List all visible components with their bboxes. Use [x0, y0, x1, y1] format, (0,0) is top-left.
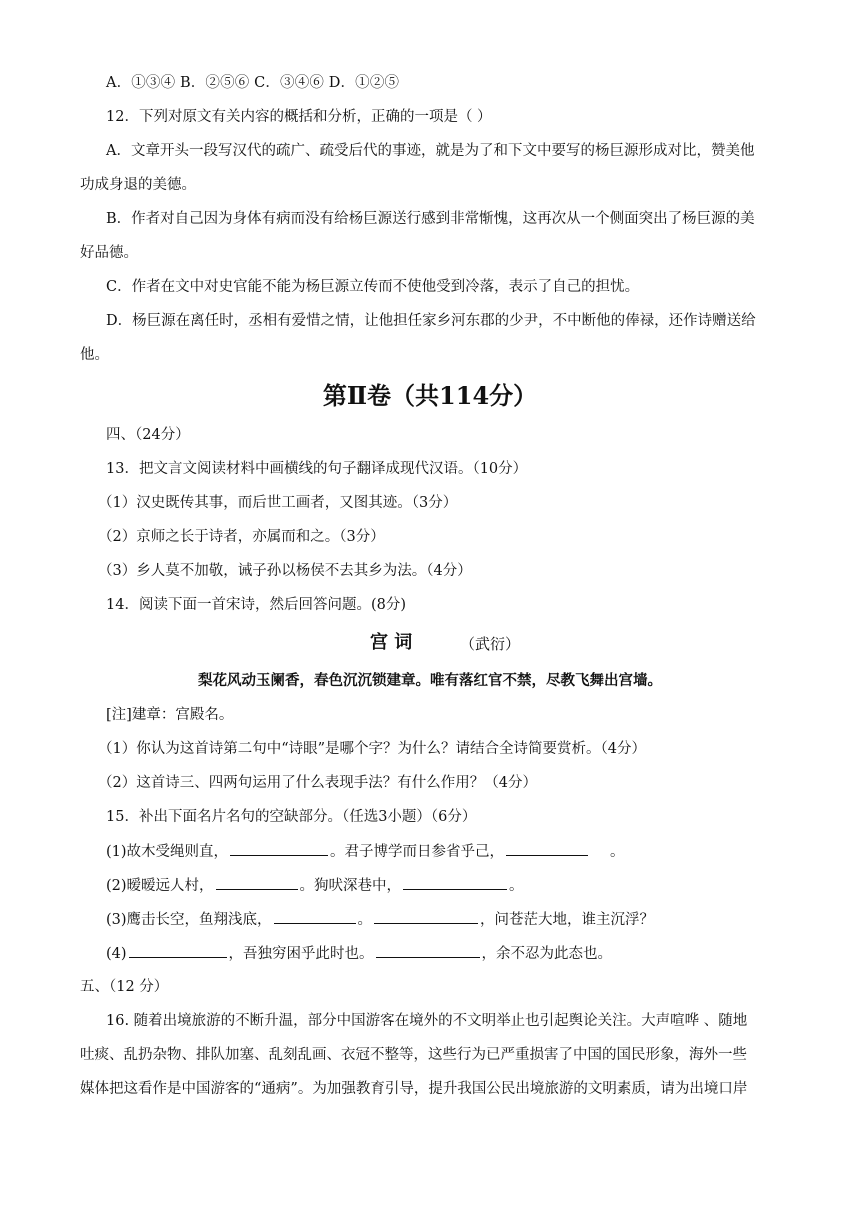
q12-option-d-line2: 他。 [80, 347, 109, 363]
q15-line-3-text-b: 。 [357, 912, 373, 928]
q15-line-4-text-a: (4) [106, 946, 127, 962]
q16-line-3: 媒体把这看作是中国游客的“通病”。为加强教育引导，提升我国公民出境旅游的文明素质，请为出境口岸 [80, 1081, 748, 1097]
q15-line-1-text-a: (1)故木受绳则直， [106, 844, 229, 860]
q15-line-1-text-c: 。 [610, 844, 625, 860]
part-4-heading: 四、（24分） [106, 427, 190, 443]
q15-line-2-text-b: 。狗吠深巷中， [299, 878, 402, 894]
fill-blank[interactable] [274, 909, 356, 924]
q16-line-2: 吐痰、乱扔杂物、排队加塞、乱刻乱画、衣冠不整等，这些行为已严重损害了中国的国民形象，海外一些 [80, 1047, 747, 1063]
q15-line-4 [106, 943, 612, 964]
q15-line-4-text-b: ，吾独穷困乎此时也。 [228, 946, 374, 962]
fill-blank[interactable] [376, 943, 480, 958]
q11-options: A．①③④ B．②⑤⑥ C．③④⑥ D．①②⑤ [106, 75, 400, 91]
fill-blank[interactable] [216, 875, 298, 890]
q14-sub-2: （2）这首诗三、四两句运用了什么表现手法？有什么作用？（4分） [98, 775, 537, 791]
poem-author: （武衍） [460, 635, 521, 653]
q12-option-d-line1: D．杨巨源在离任时，丞相有爱惜之情，让他担任家乡河东郡的少尹，不中断他的俸禄，还作诗赠送给 [106, 313, 756, 329]
q14-stem: 14．阅读下面一首宋诗，然后回答问题。(8分) [106, 597, 406, 613]
q15-line-4-text-c: ，余不忍为此态也。 [481, 946, 613, 962]
q16-line-1: 16. 随着出境旅游的不断升温，部分中国游客在境外的不文明举止也引起舆论关注。大声喧哗 、随地 [106, 1013, 748, 1029]
q13-sub-1: （1）汉史既传其事，而后世工画者，又图其迹。（3分） [98, 495, 458, 511]
q15-line-3-text-a: (3)鹰击长空，鱼翔浅底， [106, 912, 272, 928]
q12-stem: 12．下列对原文有关内容的概括和分析，正确的一项是（ ） [106, 109, 492, 125]
poem-body: 梨花风动玉阑香，春色沉沉锁建章。唯有落红官不禁，尽教飞舞出宫墙。 [198, 672, 662, 689]
q13-sub-3: （3）乡人莫不加敬，诫子孙以杨侯不去其乡为法。（4分） [98, 563, 472, 579]
q12-option-b-line2: 好品德。 [80, 245, 138, 261]
q12-option-a-line1: A．文章开头一段写汉代的疏广、疏受后代的事迹，就是为了和下文中要写的杨巨源形成对比，赞美他 [106, 143, 755, 159]
q15-line-2 [106, 875, 524, 896]
fill-blank[interactable] [506, 841, 588, 856]
q13-sub-2: （2）京师之长于诗者，亦属而和之。（3分） [98, 529, 385, 545]
poem-title: 宫 词 [370, 632, 413, 653]
q15-line-2-text-c: 。 [509, 878, 524, 894]
part-5-heading: 五、（12 分） [80, 979, 169, 995]
q15-line-3 [106, 909, 654, 930]
q13-stem: 13．把文言文阅读材料中画横线的句子翻译成现代汉语。（10分） [106, 461, 528, 477]
q14-sub-1: （1）你认为这首诗第二句中“诗眼”是哪个字？为什么？请结合全诗简要赏析。（4分） [98, 741, 647, 757]
fill-blank[interactable] [403, 875, 507, 890]
q15-line-3-text-c: ，问苍茫大地，谁主沉浮？ [480, 912, 655, 928]
q15-line-1 [106, 841, 625, 862]
q15-stem: 15．补出下面名片名句的空缺部分。（任选3小题）（6分） [106, 809, 477, 825]
section-2-title: 第Ⅱ卷（共114分） [322, 381, 538, 410]
q12-option-b-line1: B．作者对自己因为身体有病而没有给杨巨源送行感到非常惭愧，这再次从一个侧面突出了杨巨源的美 [106, 211, 755, 227]
q12-option-c-line1: C．作者在文中对史官能不能为杨巨源立传而不使他受到冷落，表示了自己的担忧。 [106, 279, 640, 295]
q15-line-1-text-b: 。君子博学而日参省乎己， [330, 844, 505, 860]
q12-option-a-line2: 功成身退的美德。 [80, 177, 196, 193]
q15-line-2-text-a: (2)暧暧远人村， [106, 878, 214, 894]
poem-note: [注]建章：宫殿名。 [106, 707, 234, 723]
fill-blank[interactable] [374, 909, 478, 924]
fill-blank[interactable] [230, 841, 328, 856]
fill-blank[interactable] [129, 943, 227, 958]
